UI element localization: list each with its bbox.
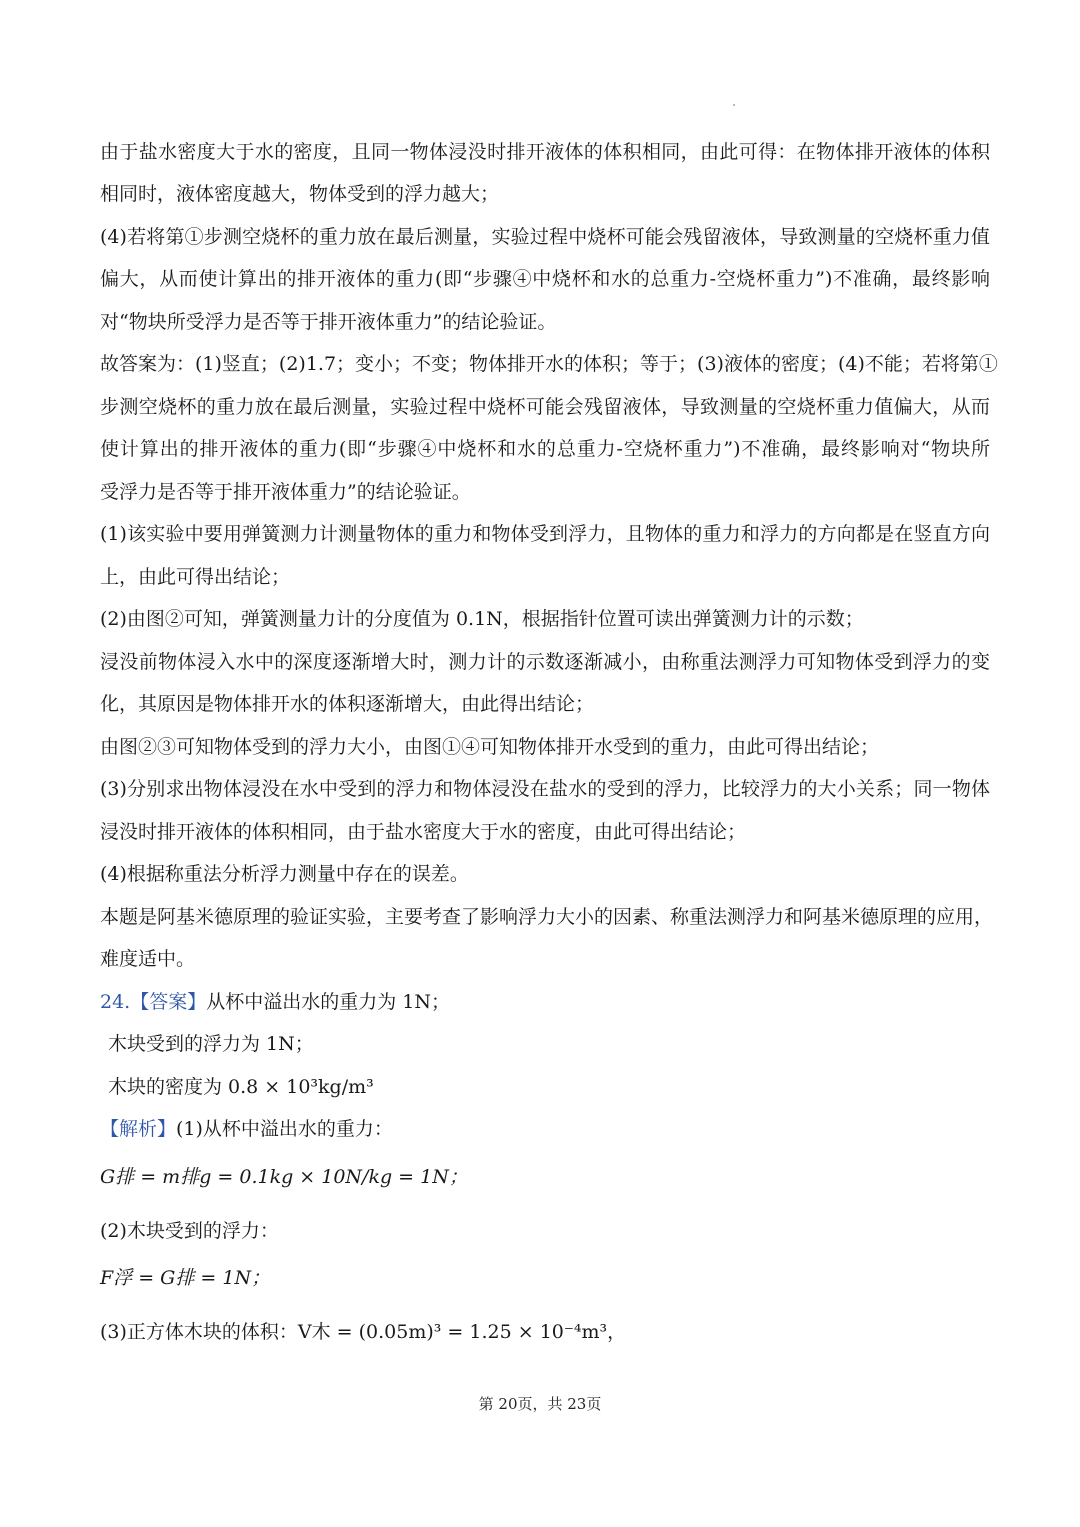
answer-text: 从杯中溢出水的重力为 1N； <box>206 991 450 1013</box>
text-line: (3)分别求出物体浸没在水中受到的浮力和物体浸没在盐水的受到的浮力，比较浮力的大小关系；同一物体 <box>100 778 990 800</box>
equation-line: G排 = m排g = 0.1kg × 10N/kg = 1N； <box>100 1166 468 1188</box>
text-line: 化，其原因是物体排开水的体积逐渐增大，由此得出结论； <box>100 693 595 715</box>
text-line: 相同时，液体密度越大，物体受到的浮力越大； <box>100 183 500 205</box>
text-line: (3)正方体木块的体积：V木 = (0.05m)³ = 1.25 × 10⁻⁴m³， <box>100 1321 627 1343</box>
text-line: 难度适中。 <box>100 948 196 970</box>
question-24-answer-line <box>100 989 990 1015</box>
equation-line: F浮 = G排 = 1N； <box>100 1267 271 1289</box>
text-line: 由图②③可知物体受到的浮力大小，由图①④可知物体排开水受到的重力，由此可得出结论； <box>100 736 880 758</box>
analysis-label: 【解析】 <box>100 1118 177 1140</box>
text-line: 本题是阿基米德原理的验证实验，主要考查了影响浮力大小的因素、称重法测浮力和阿基米德原理的应用， <box>100 906 994 928</box>
text-line: 偏大，从而使计算出的排开液体的重力(即“步骤④中烧杯和水的总重力-空烧杯重力”)不准确，最终影响 <box>100 268 990 290</box>
analysis-text: (1)从杯中溢出水的重力： <box>176 1118 393 1140</box>
text-line: (2)由图②可知，弹簧测量力计的分度值为 0.1N，根据指针位置可读出弹簧测力计的示数； <box>100 608 864 630</box>
page-footer: 第 20页，共 23页 <box>478 1395 602 1413</box>
text-line: 由于盐水密度大于水的密度，且同一物体浸没时排开液体的体积相同，由此可得：在物体排开液体的体积 <box>100 141 990 163</box>
text-line: 对“物块所受浮力是否等于排开液体重力”的结论验证。 <box>100 311 557 333</box>
answer-line: 木块的密度为 0.8 × 10³kg/m³ <box>108 1076 374 1098</box>
text-line: 浸没前物体浸入水中的深度逐渐增大时，测力计的示数逐渐减小，由称重法测浮力可知物体受到浮力的变 <box>100 651 990 673</box>
scan-mark <box>733 104 735 106</box>
text-line: 上，由此可得出结论； <box>100 566 291 588</box>
analysis-line <box>100 1116 990 1142</box>
text-line: 故答案为：(1)竖直；(2)1.7；变小；不变；物体排开水的体积；等于；(3)液体的密度；(4)不能；若将第① <box>100 353 998 375</box>
answer-line: 木块受到的浮力为 1N； <box>108 1033 314 1055</box>
text-line: (1)该实验中要用弹簧测力计测量物体的重力和物体受到浮力，且物体的重力和浮力的方向都是在竖直方向 <box>100 523 990 545</box>
answer-label: 24.【答案】 <box>100 991 207 1013</box>
text-line: 受浮力是否等于排开液体重力”的结论验证。 <box>100 481 471 503</box>
text-line: (4)根据称重法分析浮力测量中存在的误差。 <box>100 863 469 885</box>
text-line: 浸没时排开液体的体积相同，由于盐水密度大于水的密度，由此可得出结论； <box>100 821 747 843</box>
text-line: (2)木块受到的浮力： <box>100 1220 279 1242</box>
text-line: 使计算出的排开液体的重力(即“步骤④中烧杯和水的总重力-空烧杯重力”)不准确，最终影响对“物块所 <box>100 438 990 460</box>
text-line: (4)若将第①步测空烧杯的重力放在最后测量，实验过程中烧杯可能会残留液体，导致测量的空烧杯重力值 <box>100 226 990 248</box>
text-line: 步测空烧杯的重力放在最后测量，实验过程中烧杯可能会残留液体，导致测量的空烧杯重力值偏大，从而 <box>100 396 990 418</box>
